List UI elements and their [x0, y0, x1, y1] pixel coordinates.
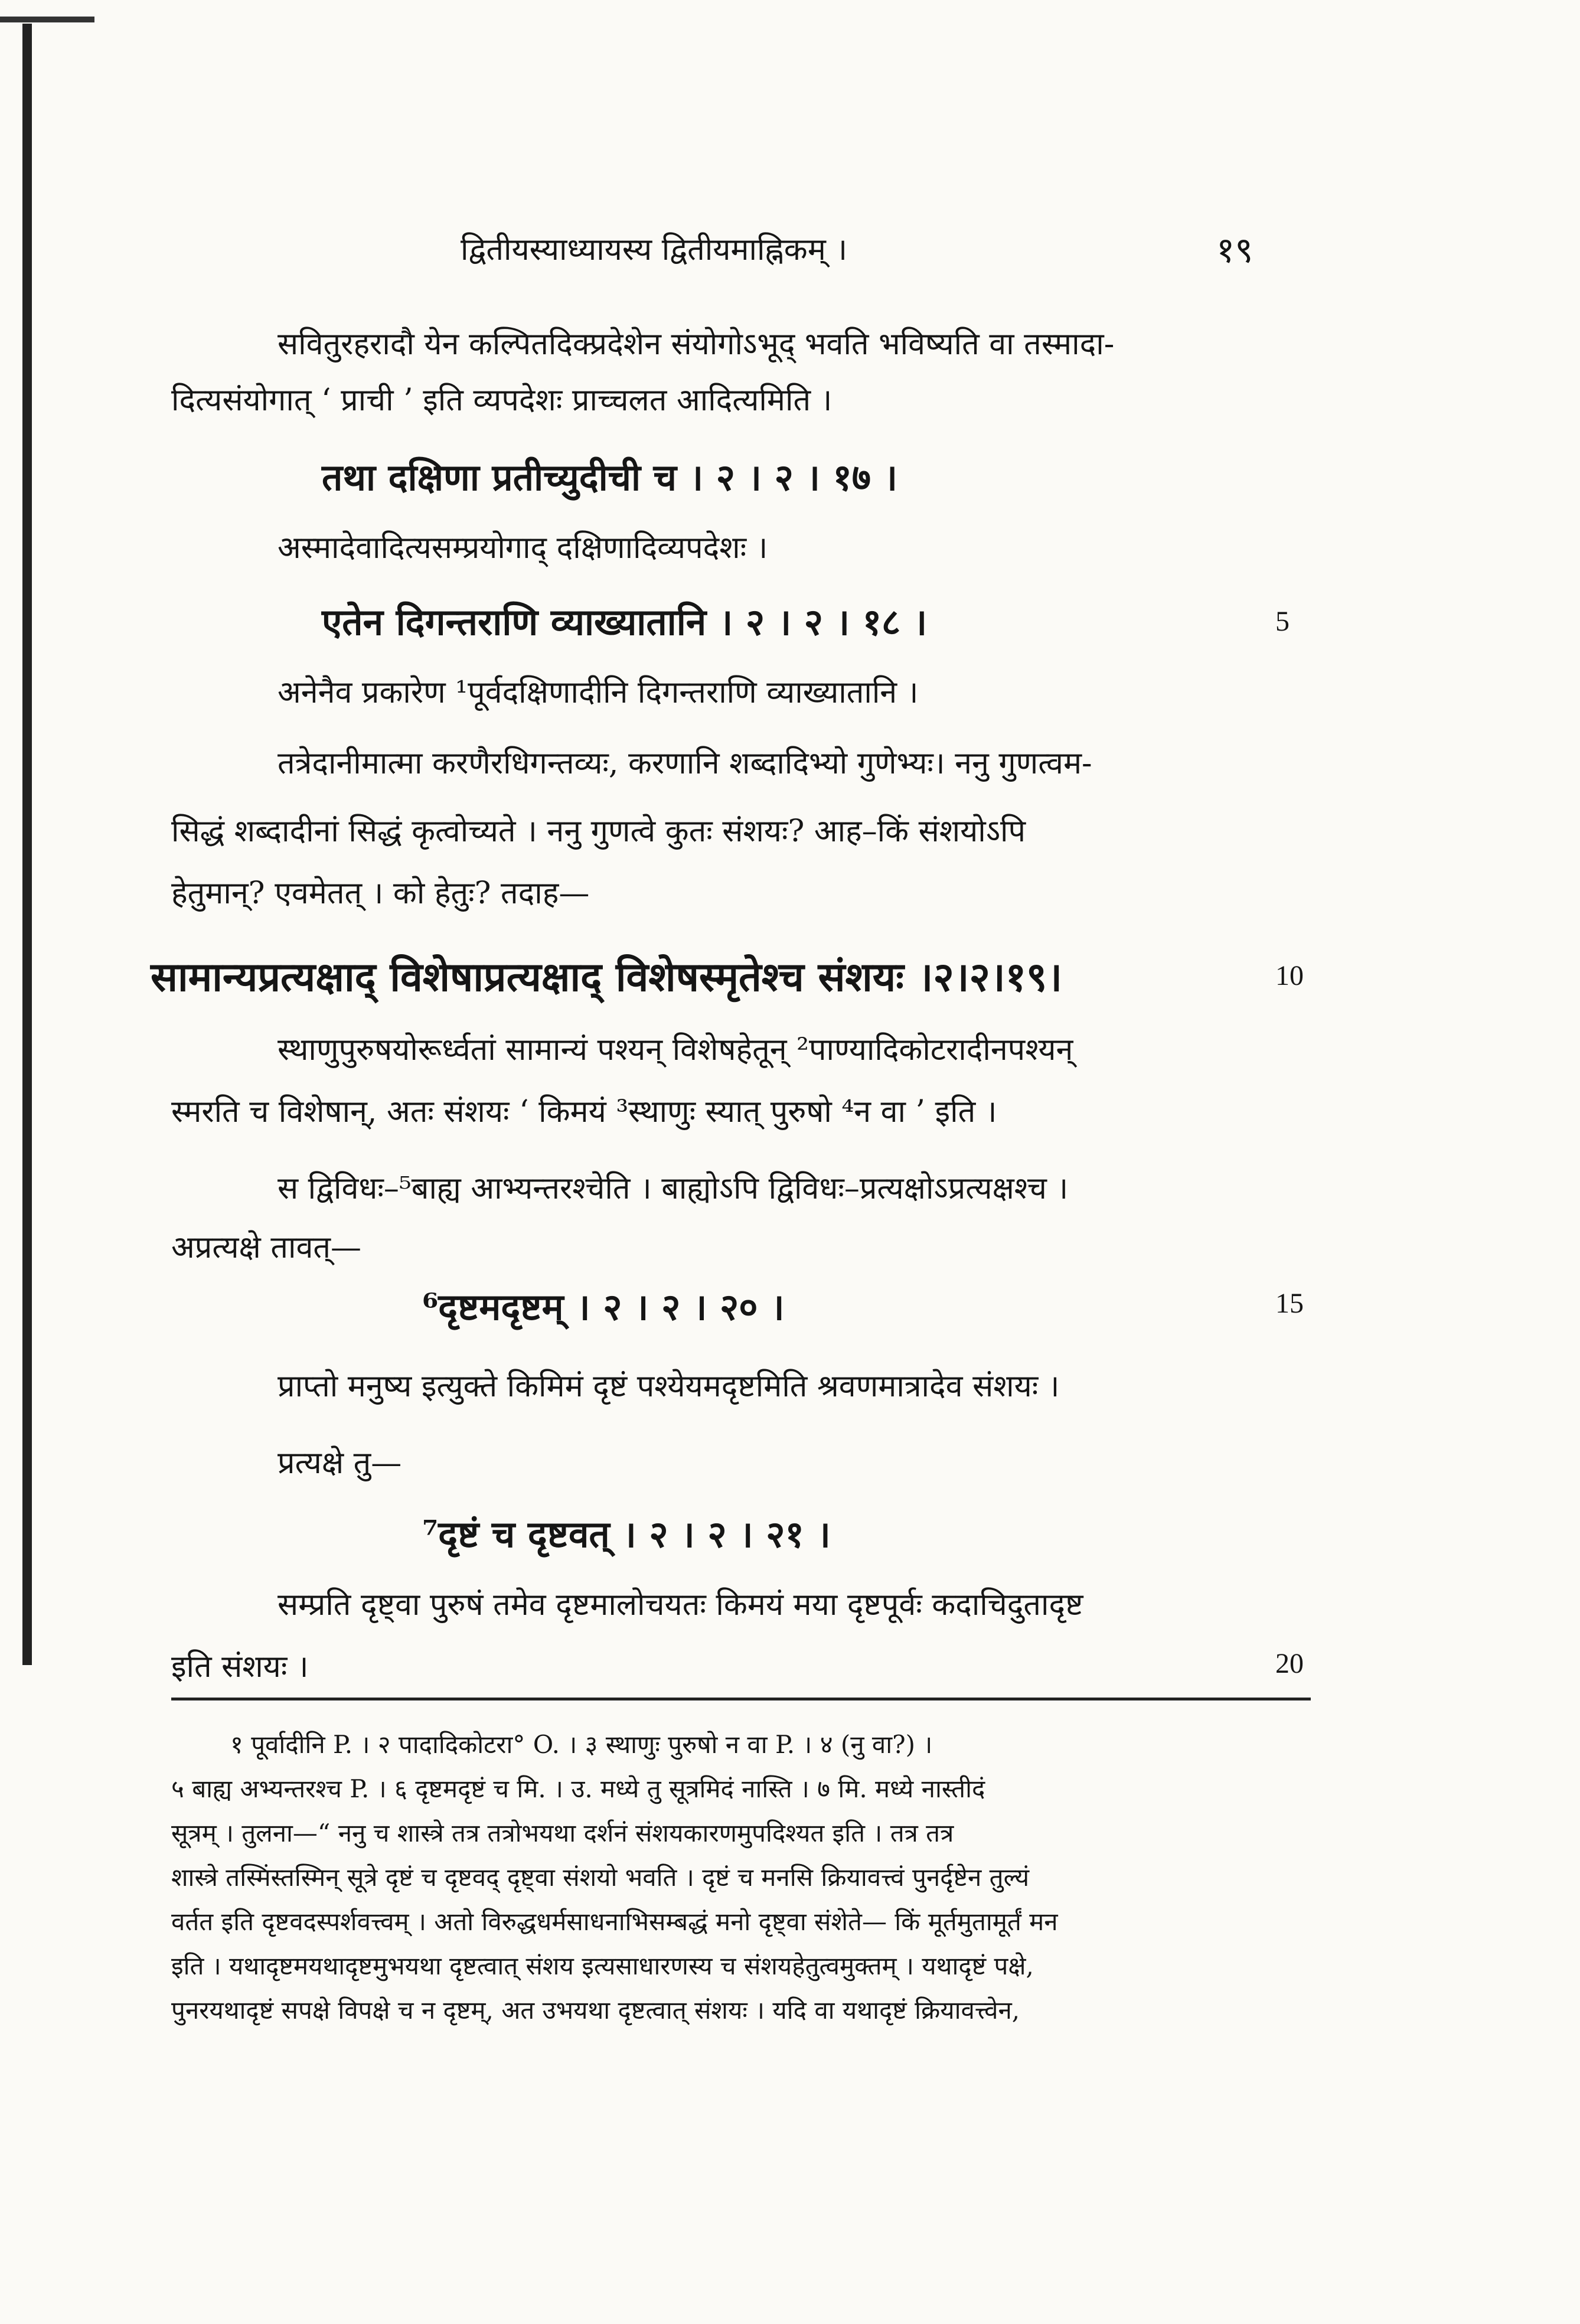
text-line-20: इति संशयः । [171, 1649, 309, 1685]
text-line-13: स द्विविधः–⁵बाह्य आभ्यन्तरश्चेति । बाह्योऽपि द्विविधः–प्रत्यक्षोऽप्रत्यक्षश्च । [278, 1171, 1069, 1206]
line-number-10: 10 [1275, 960, 1304, 991]
text-line-11: स्थाणुपुरुषयोरूर्ध्वतां सामान्यं पश्यन् विशेषहेतून् ²पाण्यादिकोटरादीनपश्यन् [278, 1032, 1073, 1068]
text-line-17: प्रत्यक्षे तु— [278, 1445, 402, 1481]
binding-edge-top [0, 17, 94, 22]
footnote-line-2: ५ बाह्य अभ्यन्तरश्च P. । ६ दृष्टमदृष्टं च मि. । उ. मध्ये तु सूत्रमिदं नास्ति । ७ मि. मध्ये नास्तीदं [171, 1774, 985, 1803]
binding-edge [22, 24, 32, 1665]
footnote-line-5: वर्तत इति दृष्टवदस्पर्शवत्त्वम् । अतो विरुद्धधर्मसाधनाभिसम्बद्धं मनो दृष्ट्वा संशेते— किं मूर्तमुतामूर्तं मन [171, 1907, 1058, 1936]
text-line-16: प्राप्तो मनुष्य इत्युक्ते किमिमं दृष्टं पश्येयमदृष्टमिति श्रवणमात्रादेव संशयः । [278, 1369, 1060, 1404]
sutra-2-2-20: ⁶दृष्टमदृष्टम् । २ । २ । २० । [422, 1285, 785, 1329]
text-line-9: हेतुमान्? एवमेतत् । को हेतुः? तदाह— [171, 876, 590, 911]
line-number-5: 5 [1275, 606, 1290, 637]
text-line-19: सम्प्रति दृष्ट्वा पुरुषं तमेव दृष्टमालोचयतः किमयं मया दृष्टपूर्वः कदाचिदुतादृष्ट [278, 1587, 1083, 1623]
footnote-rule [171, 1698, 1311, 1700]
text-line-4: अस्मादेवादित्यसम्प्रयोगाद् दक्षिणादिव्यपदेशः । [278, 530, 768, 566]
sutra-2-2-19: सामान्यप्रत्यक्षाद् विशेषाप्रत्यक्षाद् विशेषस्मृतेश्च संशयः ।२।२।१९। [151, 954, 1063, 1001]
sutra-2-2-17: तथा दक्षिणा प्रतीच्युदीची च । २ । २ । १७ । [322, 456, 898, 499]
text-line-7: तत्रेदानीमात्मा करणैरधिगन्तव्यः, करणानि शब्दादिभ्यो गुणेभ्यः। ननु गुणत्वम- [278, 746, 1092, 781]
line-number-20: 20 [1275, 1648, 1304, 1679]
running-header: द्वितीयस्याध्यायस्य द्वितीयमाह्निकम् । [461, 232, 848, 267]
text-line-6: अनेनैव प्रकारेण ¹पूर्वदक्षिणादीनि दिगन्तराणि व्याख्यातानि । [278, 675, 919, 710]
footnote-line-1: १ पूर्वादीनि P. । २ पादादिकोटरा° O. । ३ स्थाणुः पुरुषो न वा P. । ४ (नु वा?) । [230, 1730, 933, 1759]
footnote-line-3: सूत्रम् । तुलना—“ ननु च शास्त्रे तत्र तत्रोभयथा दर्शनं संशयकारणमुपदिश्यत इति । तत्र तत्र [171, 1819, 954, 1848]
page-number: १९ [1216, 230, 1253, 271]
footnote-line-7: पुनरयथादृष्टं सपक्षे विपक्षे च न दृष्टम्, अत उभयथा दृष्टत्वात् संशयः । यदि वा यथादृष्टं क्रियावत्त्वेन, [171, 1996, 1020, 2025]
sutra-2-2-18: एतेन दिगन्तराणि व्याख्यातानि । २ । २ । १८ । [322, 600, 928, 644]
line-number-15: 15 [1275, 1288, 1304, 1319]
footnote-line-4: शास्त्रे तस्मिंस्तस्मिन् सूत्रे दृष्टं च दृष्टवद् दृष्ट्वा संशयो भवति । दृष्टं च मनसि क्रियावत्त्वं पुनर्दृष्टेन तुल्यं [171, 1863, 1030, 1892]
text-line-1: सवितुरहरादौ येन कल्पितदिक्प्रदेशेन संयोगोऽभूद् भवति भविष्यति वा तस्मादा- [278, 327, 1115, 362]
text-line-14: अप्रत्यक्षे तावत्— [171, 1230, 362, 1265]
footnote-line-6: इति । यथादृष्टमयथादृष्टमुभयथा दृष्टत्वात् संशय इत्यसाधारणस्य च संशयहेतुत्वमुक्तम् । यथादृष्टं पक्षे, [171, 1951, 1034, 1980]
text-line-12: स्मरति च विशेषान्, अतः संशयः ‘ किमयं ³स्थाणुः स्यात् पुरुषो ⁴न वा ’ इति । [171, 1094, 997, 1130]
text-line-8: सिद्धं शब्दादीनां सिद्धं कृत्वोच्यते । ननु गुणत्वे कुतः संशयः? आह–किं संशयोऽपि [171, 814, 1026, 849]
text-line-2: दित्यसंयोगात् ‘ प्राची ’ इति व्यपदेशः प्राच्चलत आदित्यमिति । [171, 383, 833, 418]
sutra-2-2-21: ⁷दृष्टं च दृष्टवत् । २ । २ । २१ । [422, 1513, 831, 1556]
